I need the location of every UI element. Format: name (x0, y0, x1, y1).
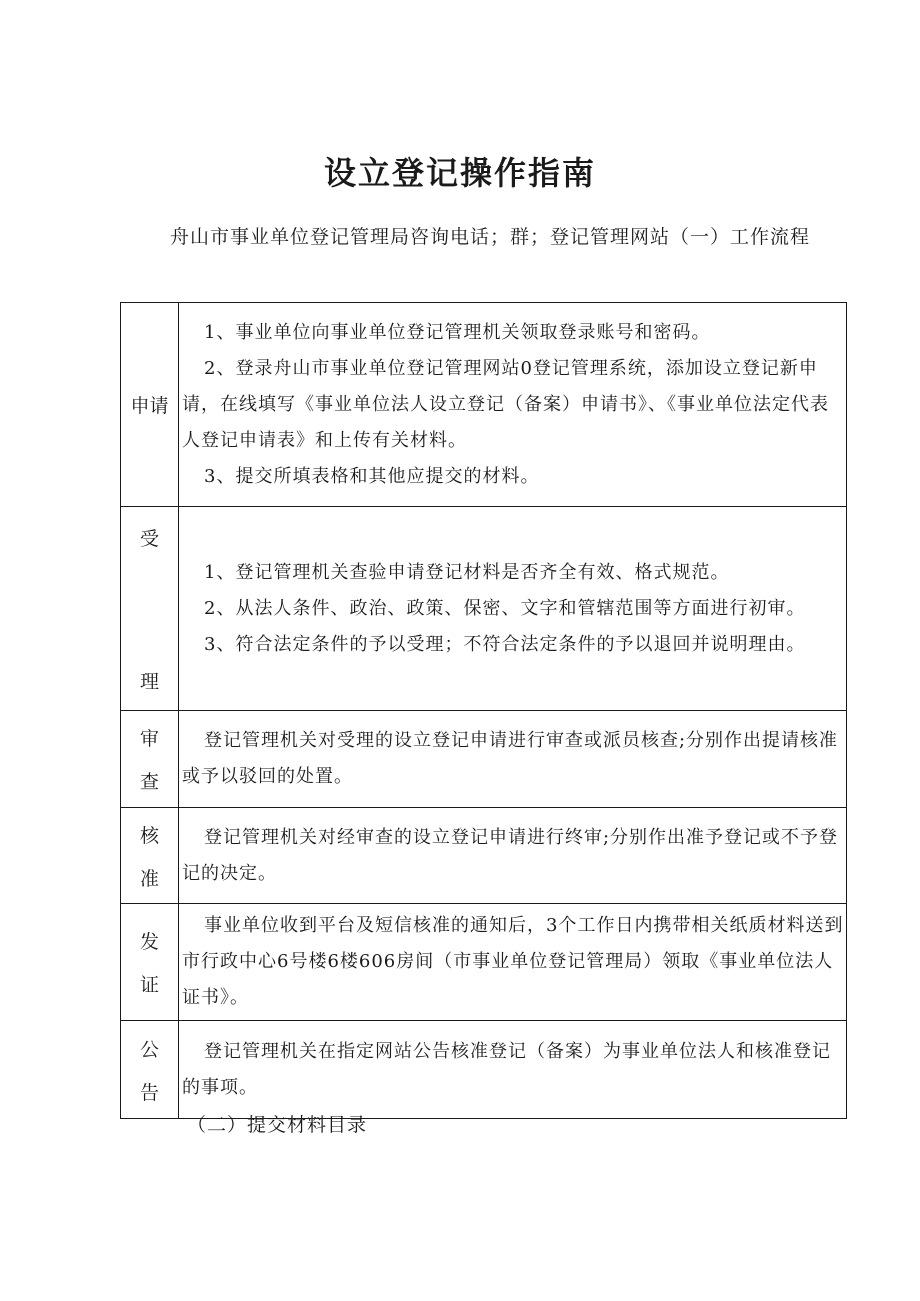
step-label-text: 查 (139, 771, 159, 793)
step-label-text: 告 (139, 1081, 159, 1104)
table-row (121, 711, 847, 808)
step-label-text: 审 (139, 728, 159, 750)
step-line: 登记管理机关在指定网站公告核准登记（备案）为事业单位法人和核准登记的事项。 (182, 1040, 831, 1098)
step-label-text: 核 (139, 824, 159, 847)
step-label-review (121, 711, 179, 808)
step-line: 3、符合法定条件的予以受理；不符合法定条件的予以退回并说明理由。 (204, 633, 806, 655)
step-line: 1、事业单位向事业单位登记管理机关领取登录账号和密码。 (204, 321, 711, 343)
step-label-text: 准 (139, 867, 159, 890)
workflow-table (120, 302, 847, 1119)
table-row (121, 507, 847, 711)
step-content-accept (179, 507, 847, 711)
step-content-review (179, 711, 847, 808)
step-label-text: 受 (139, 527, 159, 550)
section-heading-materials: （二）提交材料目录 (187, 1114, 368, 1136)
step-label-apply (121, 303, 179, 507)
table-row (121, 303, 847, 507)
step-label-certificate (121, 904, 179, 1021)
step-label-text: 理 (139, 670, 159, 693)
step-line: 事业单位收到平台及短信核准的通知后，3个工作日内携带相关纸质材料送到市行政中心6号楼6楼606房间（市事业单位登记管理局）领取《事业单位法人证书》。 (182, 915, 844, 1008)
step-label-approve (121, 808, 179, 904)
step-line: 3、提交所填表格和其他应提交的材料。 (204, 465, 540, 487)
step-label-text: 发 (139, 931, 159, 953)
page-title: 设立登记操作指南 (323, 154, 596, 192)
table-row (121, 904, 847, 1021)
step-line: 2、从法人条件、政治、政策、保密、文字和管辖范围等方面进行初审。 (204, 597, 806, 619)
intro-paragraph: 舟山市事业单位登记管理局咨询电话；群；登记管理网站（一）工作流程 (170, 226, 811, 248)
step-label-text: 申请 (130, 395, 169, 417)
table-row (121, 808, 847, 904)
step-content-announce (179, 1021, 847, 1119)
step-line: 登记管理机关对经审查的设立登记申请进行终审;分别作出准予登记或不予登记的决定。 (182, 826, 839, 884)
step-label-accept (121, 507, 179, 711)
step-content-apply (179, 303, 847, 507)
table-row (121, 1021, 847, 1119)
step-line: 登记管理机关对受理的设立登记申请进行审查或派员核查;分别作出提请核准或予以驳回的处置。 (182, 730, 839, 787)
step-line: 1、登记管理机关查验申请登记材料是否齐全有效、格式规范。 (204, 561, 730, 583)
step-content-approve (179, 808, 847, 904)
step-line: 2、登录舟山市事业单位登记管理网站0登记管理系统，添加设立登记新申请，在线填写《事业单位法人设立登记（备案）申请书》、《事业单位法定代表人登记申请表》和上传有关材料。 (182, 357, 829, 451)
step-label-text: 证 (139, 974, 159, 996)
step-label-announce (121, 1021, 179, 1119)
step-label-text: 公 (139, 1038, 159, 1061)
step-content-certificate (179, 904, 847, 1021)
